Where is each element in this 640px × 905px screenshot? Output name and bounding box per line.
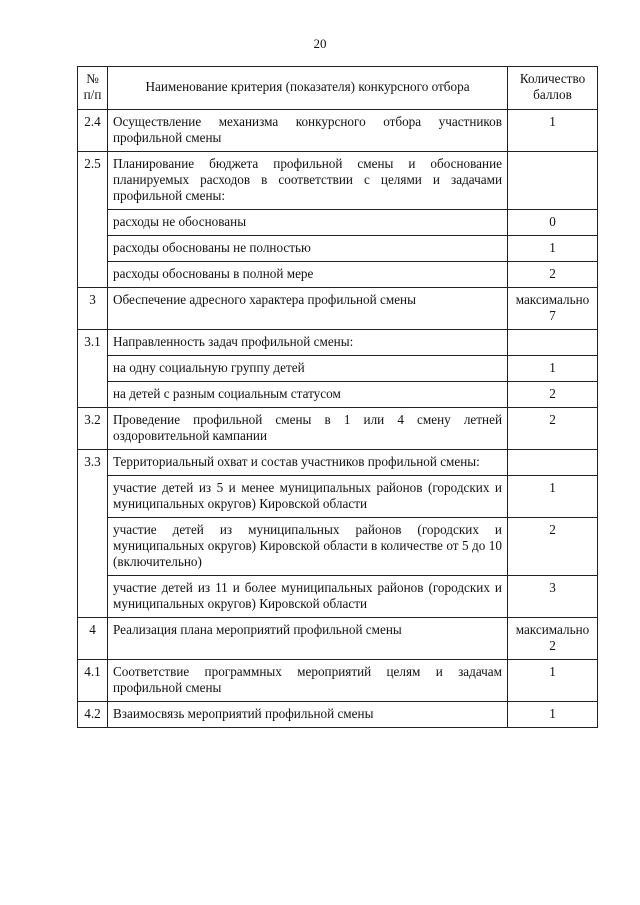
- table-row: [78, 382, 598, 408]
- row-criterion: участие детей из 11 и более муниципальных районов (городских и муниципальных округов) Кировской области: [108, 576, 508, 618]
- table-row: [78, 236, 598, 262]
- table-row: [78, 288, 598, 330]
- table-row: [78, 476, 598, 518]
- table-row: [78, 210, 598, 236]
- table-row: [78, 330, 598, 356]
- row-number: [78, 476, 108, 518]
- criteria-table: [77, 66, 598, 728]
- table-row: [78, 618, 598, 660]
- row-score: 2: [508, 382, 598, 408]
- row-score: 1: [508, 702, 598, 728]
- table-row: [78, 518, 598, 576]
- table-row: [78, 702, 598, 728]
- table-row: [78, 152, 598, 210]
- row-score: [508, 152, 598, 210]
- table-row: [78, 110, 598, 152]
- row-number: [78, 262, 108, 288]
- row-number: [78, 518, 108, 576]
- row-number: 4.2: [78, 702, 108, 728]
- row-number: [78, 236, 108, 262]
- row-criterion: участие детей из 5 и менее муниципальных районов (городских и муниципальных округов) Кировской области: [108, 476, 508, 518]
- row-number: 3.2: [78, 408, 108, 450]
- table-row: [78, 660, 598, 702]
- row-criterion: Осуществление механизма конкурсного отбора участников профильной смены: [108, 110, 508, 152]
- row-score: 3: [508, 576, 598, 618]
- row-score: максимально 2: [508, 618, 598, 660]
- page-number: 20: [313, 36, 327, 51]
- row-criterion: Направленность задач профильной смены:: [108, 330, 508, 356]
- header-num: № п/п: [78, 67, 108, 110]
- table-row: [78, 450, 598, 476]
- row-criterion: участие детей из муниципальных районов (городских и муниципальных округов) Кировской области в количестве от 5 до 10 (включительно): [108, 518, 508, 576]
- row-criterion: Взаимосвязь мероприятий профильной смены: [108, 702, 508, 728]
- row-number: 3: [78, 288, 108, 330]
- header-score: Количество баллов: [508, 67, 598, 110]
- row-criterion: Реализация плана мероприятий профильной смены: [108, 618, 508, 660]
- table-header-row: [78, 67, 598, 110]
- row-number: 4: [78, 618, 108, 660]
- row-criterion: Планирование бюджета профильной смены и обоснование планируемых расходов в соответствии с целями и задачами профильной смены:: [108, 152, 508, 210]
- row-score: 0: [508, 210, 598, 236]
- row-criterion: Соответствие программных мероприятий целям и задачам профильной смены: [108, 660, 508, 702]
- row-score: 1: [508, 476, 598, 518]
- row-number: 4.1: [78, 660, 108, 702]
- table-row: [78, 356, 598, 382]
- row-number: [78, 356, 108, 382]
- row-number: [78, 210, 108, 236]
- row-criterion: на детей с разным социальным статусом: [108, 382, 508, 408]
- row-score: 2: [508, 408, 598, 450]
- row-criterion: Территориальный охват и состав участников профильной смены:: [108, 450, 508, 476]
- row-number: [78, 576, 108, 618]
- row-criterion: Проведение профильной смены в 1 или 4 смену летней оздоровительной кампании: [108, 408, 508, 450]
- row-number: 3.3: [78, 450, 108, 476]
- table-row: [78, 576, 598, 618]
- row-number: 3.1: [78, 330, 108, 356]
- row-score: 2: [508, 262, 598, 288]
- row-score: 1: [508, 110, 598, 152]
- row-score: 1: [508, 236, 598, 262]
- row-score: [508, 330, 598, 356]
- row-number: [78, 382, 108, 408]
- header-criterion: Наименование критерия (показателя) конкурсного отбора: [108, 67, 508, 110]
- row-criterion: Обеспечение адресного характера профильной смены: [108, 288, 508, 330]
- row-number: 2.5: [78, 152, 108, 210]
- row-number: 2.4: [78, 110, 108, 152]
- row-score: 1: [508, 660, 598, 702]
- table-row: [78, 408, 598, 450]
- row-score: максимально 7: [508, 288, 598, 330]
- row-criterion: расходы не обоснованы: [108, 210, 508, 236]
- row-score: 2: [508, 518, 598, 576]
- row-criterion: на одну социальную группу детей: [108, 356, 508, 382]
- row-score: [508, 450, 598, 476]
- row-criterion: расходы обоснованы в полной мере: [108, 262, 508, 288]
- row-score: 1: [508, 356, 598, 382]
- table-row: [78, 262, 598, 288]
- row-criterion: расходы обоснованы не полностью: [108, 236, 508, 262]
